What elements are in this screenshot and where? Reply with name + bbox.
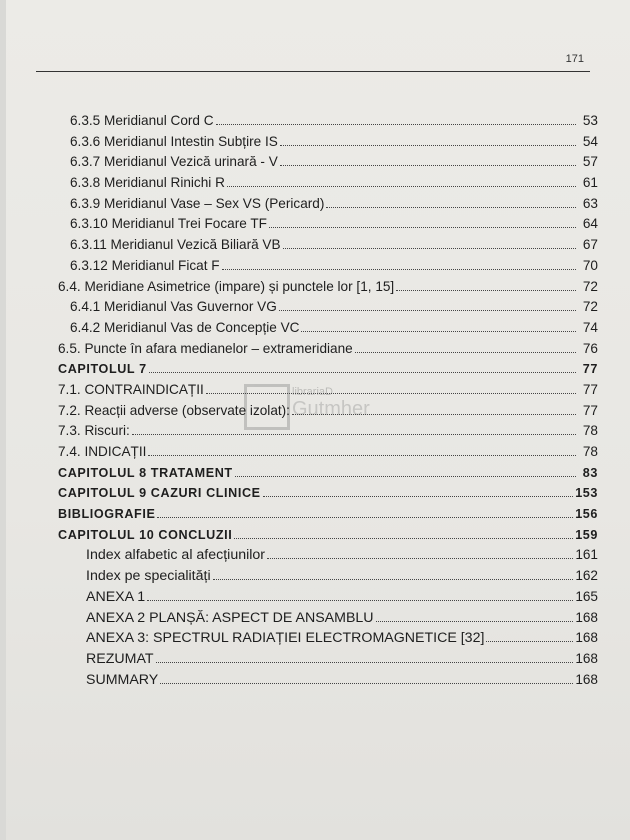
- toc-entry-title: 6.3.5 Meridianul Cord C: [70, 113, 214, 128]
- toc-entry: [58, 110, 598, 131]
- toc-entry: [58, 565, 598, 586]
- toc-entry: [58, 441, 598, 462]
- toc-entry: [58, 627, 598, 648]
- toc-entry-page: 168: [575, 650, 598, 666]
- toc-entry-title: ANEXA 1: [86, 588, 146, 605]
- toc-entry: [58, 255, 598, 276]
- toc-entry-title: 6.5. Puncte în afara medianelor – extrameridiane: [58, 340, 353, 356]
- toc-entry-page: 165: [575, 588, 598, 604]
- toc-entry-title: 6.3.11 Meridianul Vezică Biliară VB: [70, 237, 281, 253]
- toc-entry-title: CAPITOLUL 9 CAZURI CLINICE: [58, 486, 261, 501]
- toc-entry-page: 168: [575, 609, 598, 625]
- toc-entry-title: 6.4.1 Meridianul Vas Guvernor VG: [70, 299, 277, 315]
- toc-entry-page: 161: [575, 547, 598, 563]
- toc-entry-page: 63: [582, 195, 598, 211]
- toc-entry-page: 57: [582, 154, 598, 170]
- toc-entry-page: 77: [582, 362, 598, 377]
- toc-entry-title: REZUMAT: [86, 650, 154, 667]
- toc-entry-page: 53: [582, 113, 598, 128]
- dot-leader: [292, 400, 576, 415]
- toc-entry-page: 74: [582, 319, 598, 335]
- toc-entry: [58, 462, 598, 483]
- toc-entry-title: 7.4. INDICAȚII: [58, 444, 147, 459]
- toc-entry: [58, 420, 598, 441]
- dot-leader: [280, 131, 576, 146]
- toc-entry: [58, 524, 598, 545]
- book-page: [6, 0, 630, 840]
- dot-leader: [216, 110, 576, 125]
- toc-entry-page: 77: [582, 381, 598, 397]
- toc-entry-title: CAPITOLUL 8 TRATAMENT: [58, 465, 233, 480]
- toc-entry-page: 83: [582, 465, 598, 480]
- watermark-text: librariaD: [292, 386, 333, 398]
- toc-entry-title: 6.3.9 Meridianul Vase – Sex VS (Pericard): [70, 195, 325, 211]
- toc-entry-page: 168: [575, 671, 598, 687]
- toc-entry-title: 6.3.7 Meridianul Vezică urinară - V: [70, 154, 278, 170]
- dot-leader: [149, 358, 576, 373]
- toc-entry-title: 6.3.6 Meridianul Intestin Subțire IS: [70, 133, 278, 149]
- dot-leader: [396, 276, 576, 291]
- dot-leader: [269, 213, 576, 228]
- dot-leader: [156, 648, 574, 663]
- toc-entry: [58, 379, 598, 400]
- toc-entry-title: 6.3.10 Meridianul Trei Focare TF: [70, 216, 267, 232]
- toc-entry-title: 6.4. Meridiane Asimetrice (impare) și punctele lor [1, 15]: [58, 278, 395, 294]
- toc-entry: [58, 503, 598, 524]
- toc-entry-page: 61: [582, 175, 598, 191]
- toc-entry: [58, 213, 598, 234]
- dot-leader: [486, 627, 573, 642]
- dot-leader: [234, 524, 573, 539]
- toc-entry-page: 162: [575, 568, 598, 584]
- toc-entry-title: 6.3.12 Meridianul Ficat F: [70, 257, 220, 273]
- toc-entry-title: 7.3. Riscuri:: [58, 423, 130, 439]
- toc-entry: [58, 586, 598, 607]
- toc-entry-page: 67: [582, 237, 598, 253]
- toc-entry: [58, 317, 598, 338]
- dot-leader: [147, 586, 573, 601]
- toc-entry-page: 156: [575, 507, 598, 522]
- toc-entry-title: Index pe specialități: [86, 568, 211, 585]
- toc-entry-title: CAPITOLUL 10 CONCLUZII: [58, 527, 233, 542]
- toc-entry: [58, 544, 598, 565]
- toc-entry: [58, 607, 598, 628]
- toc-entry-page: 159: [575, 527, 598, 542]
- dot-leader: [279, 296, 576, 311]
- toc-entry-page: 70: [582, 257, 598, 273]
- toc-entry-page: 78: [582, 423, 598, 439]
- toc-entry-page: 78: [582, 444, 598, 459]
- dot-leader: [157, 503, 573, 518]
- toc-entry-page: 64: [582, 216, 598, 232]
- toc-entry-title: 7.2. Reacții adverse (observate izolat):: [58, 402, 290, 418]
- toc-entry-page: 77: [582, 402, 598, 418]
- toc-entry-title: SUMMARY: [86, 671, 159, 688]
- dot-leader: [376, 607, 574, 622]
- toc-entry: [58, 276, 598, 297]
- dot-leader: [267, 544, 573, 559]
- toc-entry: [58, 338, 598, 359]
- dot-leader: [148, 441, 576, 456]
- toc-entry: [58, 669, 598, 690]
- toc-entry-title: Index alfabetic al afecțiunilor: [86, 547, 266, 564]
- dot-leader: [283, 234, 576, 249]
- toc-entry-title: 6.4.2 Meridianul Vas de Concepție VC: [70, 319, 300, 335]
- table-of-contents: [58, 110, 598, 689]
- dot-leader: [326, 193, 576, 208]
- toc-entry: [58, 358, 598, 379]
- toc-entry: [58, 648, 598, 669]
- toc-entry-page: 76: [582, 340, 598, 356]
- toc-entry: [58, 482, 598, 503]
- toc-entry-title: 6.3.8 Meridianul Rinichi R: [70, 175, 225, 191]
- dot-leader: [301, 317, 576, 332]
- toc-entry-page: 168: [575, 630, 598, 646]
- watermark-text-large: Gutmher: [292, 398, 370, 420]
- dot-leader: [280, 151, 576, 166]
- dot-leader: [227, 172, 576, 187]
- toc-entry: [58, 296, 598, 317]
- toc-entry-page: 54: [582, 133, 598, 149]
- toc-entry: [58, 193, 598, 214]
- toc-entry-title: ANEXA 2 PLANȘĂ: ASPECT DE ANSAMBLU: [86, 609, 374, 626]
- toc-entry-title: ANEXA 3: SPECTRUL RADIAȚIEI ELECTROMAGNETICE [32]: [86, 630, 485, 647]
- dot-leader: [263, 482, 574, 497]
- dot-leader: [132, 420, 576, 435]
- toc-entry-title: BIBLIOGRAFIE: [58, 507, 156, 522]
- toc-entry-page: 72: [582, 278, 598, 294]
- dot-leader: [160, 669, 573, 684]
- dot-leader: [206, 379, 576, 394]
- toc-entry-title: CAPITOLUL 7: [58, 362, 147, 377]
- toc-entry: [58, 400, 598, 421]
- toc-entry-page: 153: [575, 486, 598, 501]
- dot-leader: [355, 338, 576, 353]
- toc-entry: [58, 172, 598, 193]
- header-rule: [36, 71, 590, 72]
- toc-entry-title: 7.1. CONTRAINDICAȚII: [58, 381, 204, 397]
- dot-leader: [213, 565, 574, 580]
- dot-leader: [235, 462, 576, 477]
- toc-entry-page: 72: [582, 299, 598, 315]
- toc-entry: [58, 131, 598, 152]
- dot-leader: [222, 255, 576, 270]
- page-number: 171: [565, 53, 584, 65]
- toc-entry: [58, 234, 598, 255]
- toc-entry: [58, 151, 598, 172]
